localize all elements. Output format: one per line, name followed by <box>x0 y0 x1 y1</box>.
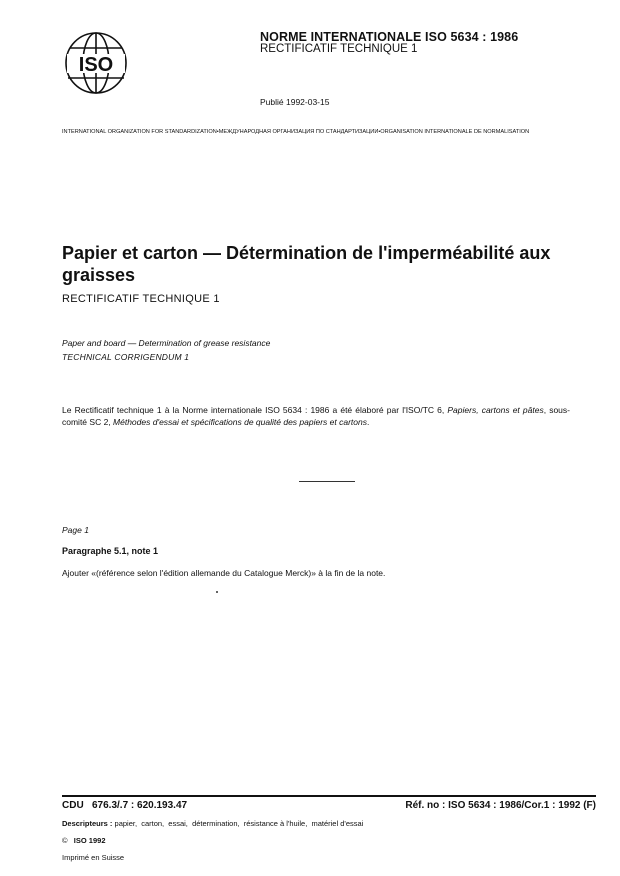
intro-paragraph: Le Rectificatif technique 1 à la Norme internationale ISO 5634 : 1986 a été élaboré par l'ISO/TC 6, Papiers, cartons et pâtes, sous-comité SC 2, Méthodes d'essai et spécifications de qualité des papiers et cartons. <box>62 405 570 427</box>
page-reference: Page 1 <box>62 525 89 535</box>
english-subtitle: TECHNICAL CORRIGENDUM 1 <box>62 352 190 362</box>
published-date: Publié 1992-03-15 <box>260 97 330 107</box>
standard-subtitle: RECTIFICATIF TECHNIQUE 1 <box>260 43 418 55</box>
footer-rule <box>62 795 596 797</box>
document-title: Papier et carton — Détermination de l'imperméabilité aux graisses <box>62 243 551 285</box>
printed-in: Imprimé en Suisse <box>62 853 125 862</box>
cdu-code: CDU 676.3/.7 : 620.193.47 <box>62 800 188 811</box>
copyright: © ISO 1992 <box>62 836 106 845</box>
reference-number: Réf. no : ISO 5634 : 1986/Cor.1 : 1992 (F) <box>405 800 596 811</box>
english-title: Paper and board — Determination of grease resistance <box>62 338 271 348</box>
stray-dot <box>216 591 218 593</box>
organization-names: INTERNATIONAL ORGANIZATION FOR STANDARDIZATION•МЕЖДУНАРОДНАЯ ОРГАНИЗАЦИЯ ПО СТАНДАРТИЗАЦИИ•ORGANISATION INTERNATIONALE DE NORMALISATION <box>62 129 530 135</box>
correction-text: Ajouter «(référence selon l'édition allemande du Catalogue Merck)» à la fin de la note. <box>62 568 386 578</box>
copyright-icon: © <box>62 836 68 845</box>
document-subtitle: RECTIFICATIF TECHNIQUE 1 <box>62 293 220 305</box>
logo-text: ISO <box>78 54 114 76</box>
standard-title: NORME INTERNATIONALE ISO 5634 : 1986 <box>260 30 519 44</box>
iso-logo <box>62 30 130 96</box>
separator-rule <box>299 481 355 482</box>
paragraph-reference: Paragraphe 5.1, note 1 <box>62 546 159 556</box>
descriptors: Descripteurs : papier, carton, essai, détermination, résistance à l'huile, matériel d'essai <box>62 819 364 828</box>
